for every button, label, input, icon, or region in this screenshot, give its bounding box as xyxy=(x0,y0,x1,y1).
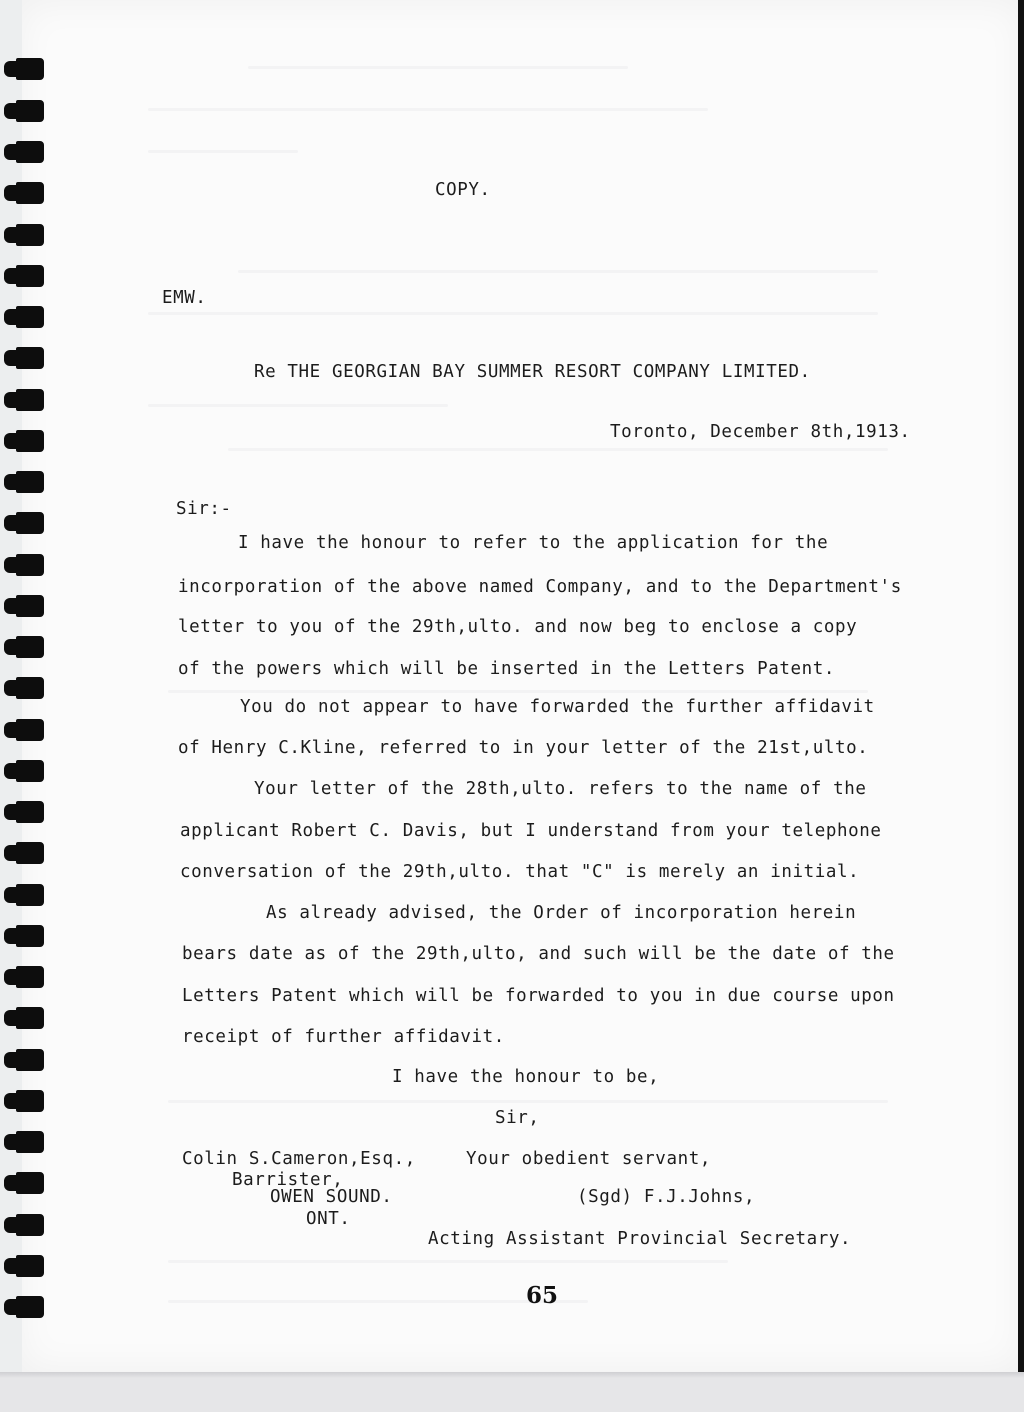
binding-ring xyxy=(16,884,44,906)
show-through-mark xyxy=(168,690,868,693)
salutation: Sir:- xyxy=(176,499,232,519)
binding-ring xyxy=(16,141,44,163)
addressee-city: OWEN SOUND. xyxy=(270,1187,393,1207)
show-through-mark xyxy=(168,1260,728,1263)
closing-line: I have the honour to be, xyxy=(392,1067,660,1087)
binding-ring xyxy=(16,1007,44,1029)
addressee-name: Colin S.Cameron,Esq., xyxy=(182,1149,416,1169)
body-line: conversation of the 29th,ulto. that "C" is merely an initial. xyxy=(180,862,860,882)
binding-ring xyxy=(16,58,44,80)
binding-ring xyxy=(16,719,44,741)
binding-ring xyxy=(16,100,44,122)
body-line: As already advised, the Order of incorporation herein xyxy=(266,903,857,923)
show-through-mark xyxy=(248,66,628,69)
body-line: of the powers which will be inserted in the Letters Patent. xyxy=(178,659,836,679)
body-line: of Henry C.Kline, referred to in your letter of the 21st,ulto. xyxy=(178,738,869,758)
body-line: Your letter of the 28th,ulto. refers to the name of the xyxy=(254,779,867,799)
subject-line: Re THE GEORGIAN BAY SUMMER RESORT COMPANY LIMITED. xyxy=(254,362,811,382)
binding-ring xyxy=(16,966,44,988)
reference-initials: EMW. xyxy=(162,288,207,308)
binding-ring xyxy=(16,636,44,658)
show-through-mark xyxy=(148,312,878,315)
binding-ring xyxy=(16,389,44,411)
body-line: I have the honour to refer to the application for the xyxy=(238,533,829,553)
binding-ring xyxy=(16,595,44,617)
binding-ring xyxy=(16,306,44,328)
addressee-title: Barrister, xyxy=(232,1170,344,1190)
binding-ring xyxy=(16,842,44,864)
signature: (Sgd) F.J.Johns, xyxy=(577,1187,756,1207)
show-through-mark xyxy=(168,1300,588,1303)
binding-ring xyxy=(16,471,44,493)
binding-ring xyxy=(16,1214,44,1236)
binding-ring xyxy=(16,1131,44,1153)
show-through-mark xyxy=(238,270,878,273)
show-through-mark xyxy=(228,448,888,451)
page-edge-shadow xyxy=(1018,0,1024,1372)
page-number: 65 xyxy=(526,1282,559,1309)
binding-ring xyxy=(16,1049,44,1071)
place-and-date: Toronto, December 8th,1913. xyxy=(610,422,911,442)
signer-title: Acting Assistant Provincial Secretary. xyxy=(428,1229,852,1249)
binding-ring xyxy=(16,554,44,576)
show-through-mark xyxy=(168,1100,888,1103)
body-line: applicant Robert C. Davis, but I understand from your telephone xyxy=(180,821,882,841)
binding-ring xyxy=(16,801,44,823)
show-through-mark xyxy=(148,108,708,111)
body-line: receipt of further affidavit. xyxy=(182,1027,505,1047)
binding-ring xyxy=(16,224,44,246)
binding-ring xyxy=(16,182,44,204)
binding-ring xyxy=(16,265,44,287)
body-line: Letters Patent which will be forwarded to you in due course upon xyxy=(182,986,895,1006)
page-bottom-shadow xyxy=(0,1372,1024,1378)
binding-ring xyxy=(16,760,44,782)
body-line: You do not appear to have forwarded the further affidavit xyxy=(240,697,875,717)
binding-ring xyxy=(16,1172,44,1194)
show-through-mark xyxy=(148,404,448,407)
scanner-bed xyxy=(0,1372,1024,1412)
binding-ring xyxy=(16,347,44,369)
binding-ring xyxy=(16,925,44,947)
binding-ring xyxy=(16,1296,44,1318)
closing-salutation: Sir, xyxy=(495,1108,540,1128)
show-through-mark xyxy=(148,150,298,153)
binding-ring xyxy=(16,677,44,699)
addressee-province: ONT. xyxy=(306,1209,351,1229)
copy-heading: COPY. xyxy=(435,180,491,200)
complimentary-close: Your obedient servant, xyxy=(466,1149,711,1169)
body-line: bears date as of the 29th,ulto, and such will be the date of the xyxy=(182,944,895,964)
spiral-binding xyxy=(0,0,46,1372)
body-line: letter to you of the 29th,ulto. and now beg to enclose a copy xyxy=(178,617,858,637)
binding-ring xyxy=(16,1090,44,1112)
body-line: incorporation of the above named Company, and to the Department's xyxy=(178,577,902,597)
binding-ring xyxy=(16,1255,44,1277)
binding-ring xyxy=(16,512,44,534)
binding-ring xyxy=(16,430,44,452)
